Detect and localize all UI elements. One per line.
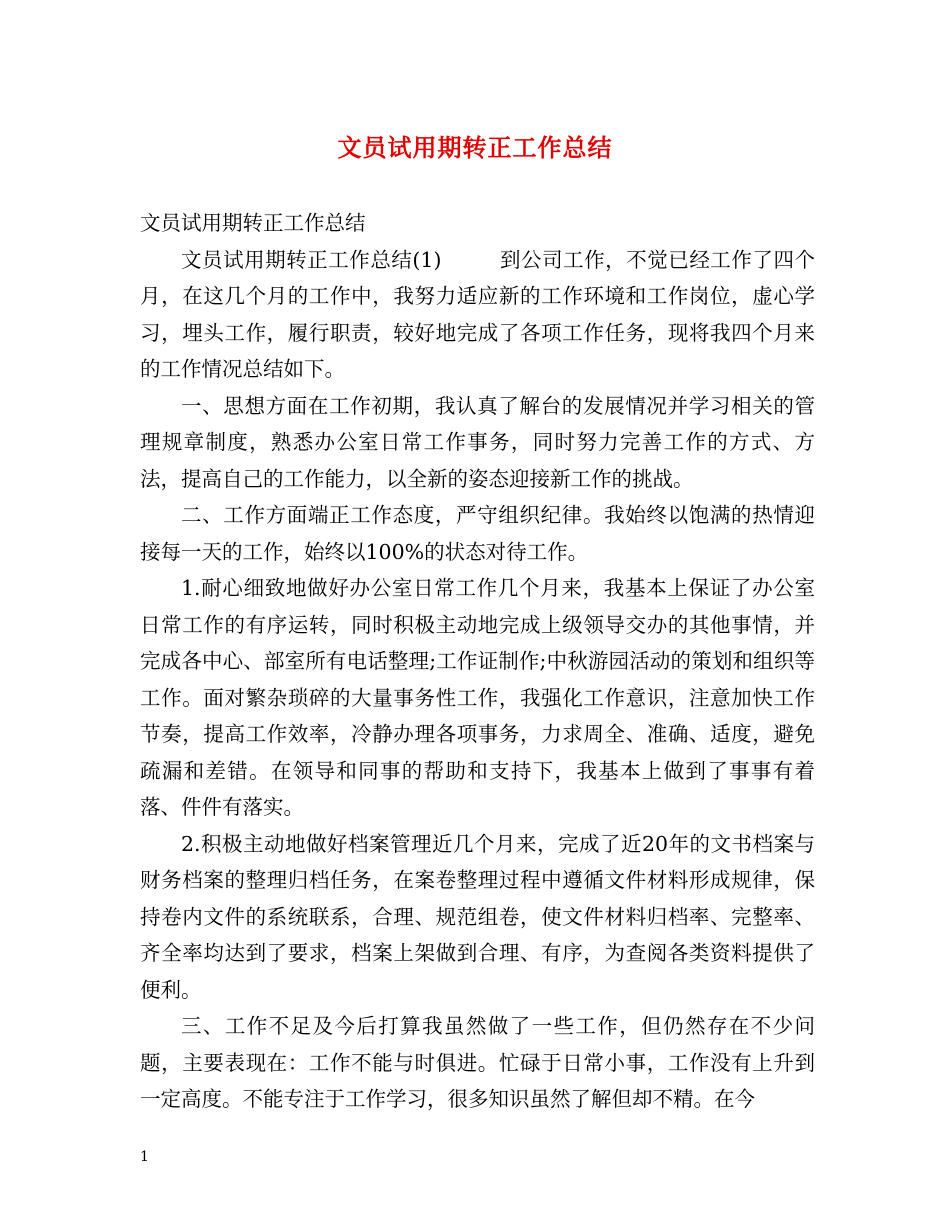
paragraph-work: 二、工作方面端正工作态度，严守组织纪律。我始终以饱满的热情迎接每一天的工作，始终以100%的状态对待工作。 bbox=[140, 503, 815, 564]
subtitle-line: 文员试用期转正工作总结 bbox=[140, 211, 366, 235]
paragraph-intro-text: 到公司工作，不觉已经工作了四个月，在这几个月的工作中，我努力适应新的工作环境和工作岗位，虚心学习，埋头工作，履行职责，较好地完成了各项工作任务，现将我四个月来的工作情况总结如下。 bbox=[140, 247, 816, 381]
paragraph-thinking: 一、思想方面在工作初期，我认真了解台的发展情况并学习相关的管理规章制度，熟悉办公室日常工作事务，同时努力完善工作的方式、方法，提高自己的工作能力，以全新的姿态迎接新工作的挑战。 bbox=[140, 393, 815, 491]
document-title: 文员试用期转正工作总结 bbox=[337, 133, 613, 162]
paragraph-office-work: 1.耐心细致地做好办公室日常工作几个月来，我基本上保证了办公室日常工作的有序运转，同时积极主动地完成上级领导交办的其他事情，并完成各中心、部室所有电话整理;工作证制作;中秋游园活动的策划和组织等工作。面对繁杂琐碎的大量事务性工作，我强化工作意识，注意加快工作节奏，提高工作效率，冷静办理各项事务，力求周全、准确、适度，避免疏漏和差错。在领导和同事的帮助和支持下，我基本上做到了事事有着落、件件有落实。 bbox=[140, 576, 815, 819]
paragraph-intro bbox=[140, 242, 815, 388]
paragraph-archives: 2.积极主动地做好档案管理近几个月来，完成了近20年的文书档案与财务档案的整理归档任务，在案卷整理过程中遵循文件材料形成规律，保持卷内文件的系统联系，合理、规范组卷，使文件材料归档率、完整率、齐全率均达到了要求，档案上架做到合理、有序，为查阅各类资料提供了便利。 bbox=[140, 831, 815, 1002]
paragraph-shortcomings: 三、工作不足及今后打算我虽然做了一些工作，但仍然存在不少问题，主要表现在：工作不能与时俱进。忙碌于日常小事，工作没有上升到一定高度。不能专注于工作学习，很多知识虽然了解但却不精。在今 bbox=[140, 1014, 815, 1111]
paragraph-intro-lead: 文员试用期转正工作总结(1) bbox=[181, 247, 442, 272]
document-body bbox=[140, 205, 815, 1118]
page-number: 1 bbox=[140, 1149, 149, 1165]
